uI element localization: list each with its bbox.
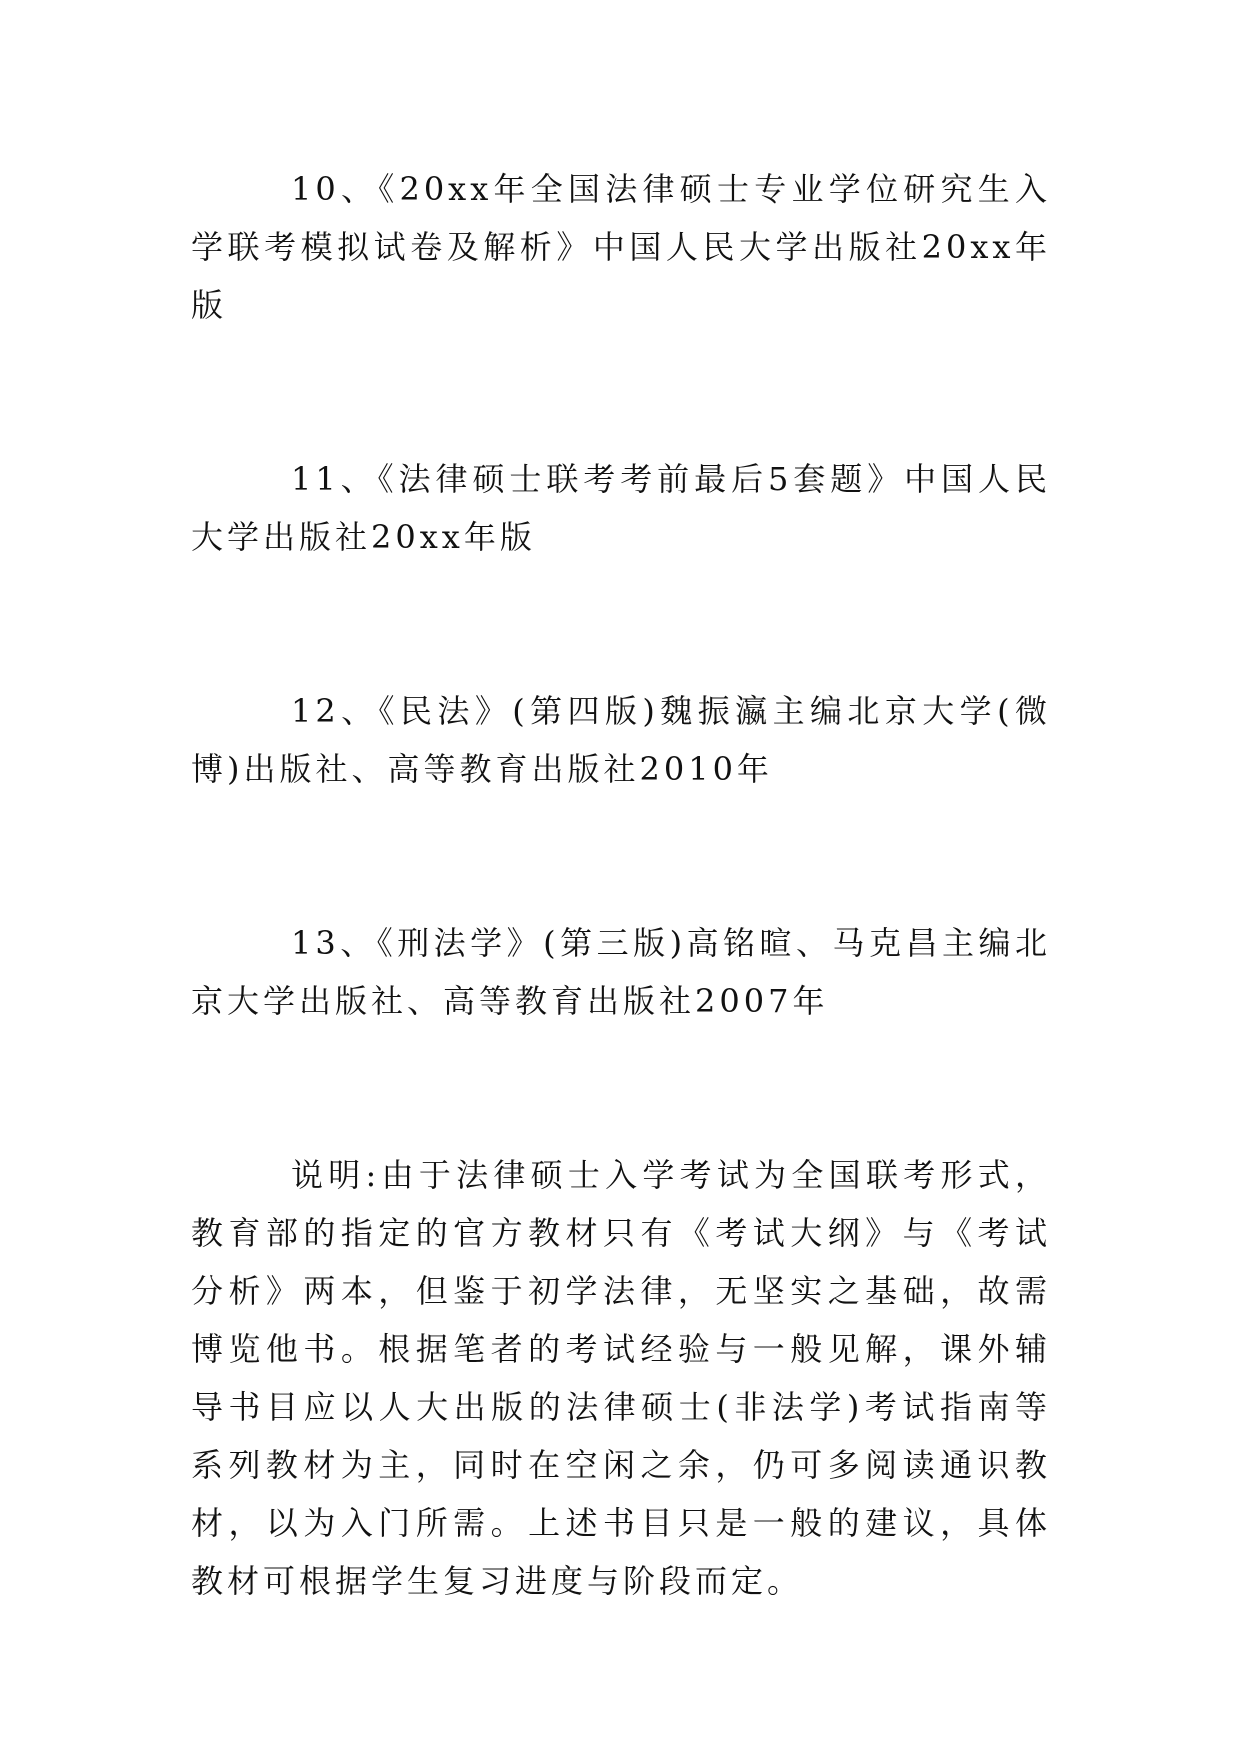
reference-item-13: 13、《刑法学》(第三版)高铭暄、马克昌主编北京大学出版社、高等教育出版社2007年 [191,924,1051,1020]
reference-item-11: 11、《法律硕士联考考前最后5套题》中国人民大学出版社20xx年版 [191,460,1051,556]
reference-item-10: 10、《20xx年全国法律硕士专业学位研究生入学联考模拟试卷及解析》中国人民大学出版社20xx年版 [191,170,1051,324]
reference-item-12: 12、《民法》(第四版)魏振瀛主编北京大学(微博)出版社、高等教育出版社2010年 [191,692,1051,788]
explanation-note: 说明:由于法律硕士入学考试为全国联考形式，教育部的指定的官方教材只有《考试大纲》与《考试分析》两本，但鉴于初学法律，无坚实之基础，故需博览他书。根据笔者的考试经验与一般见解，课外辅导书目应以人大出版的法律硕士(非法学)考试指南等系列教材为主，同时在空闲之余，仍可多阅读通识教材，以为入门所需。上述书目只是一般的建议，具体教材可根据学生复习进度与阶段而定。 [191,1156,1051,1600]
document-body [191,160,1051,1610]
